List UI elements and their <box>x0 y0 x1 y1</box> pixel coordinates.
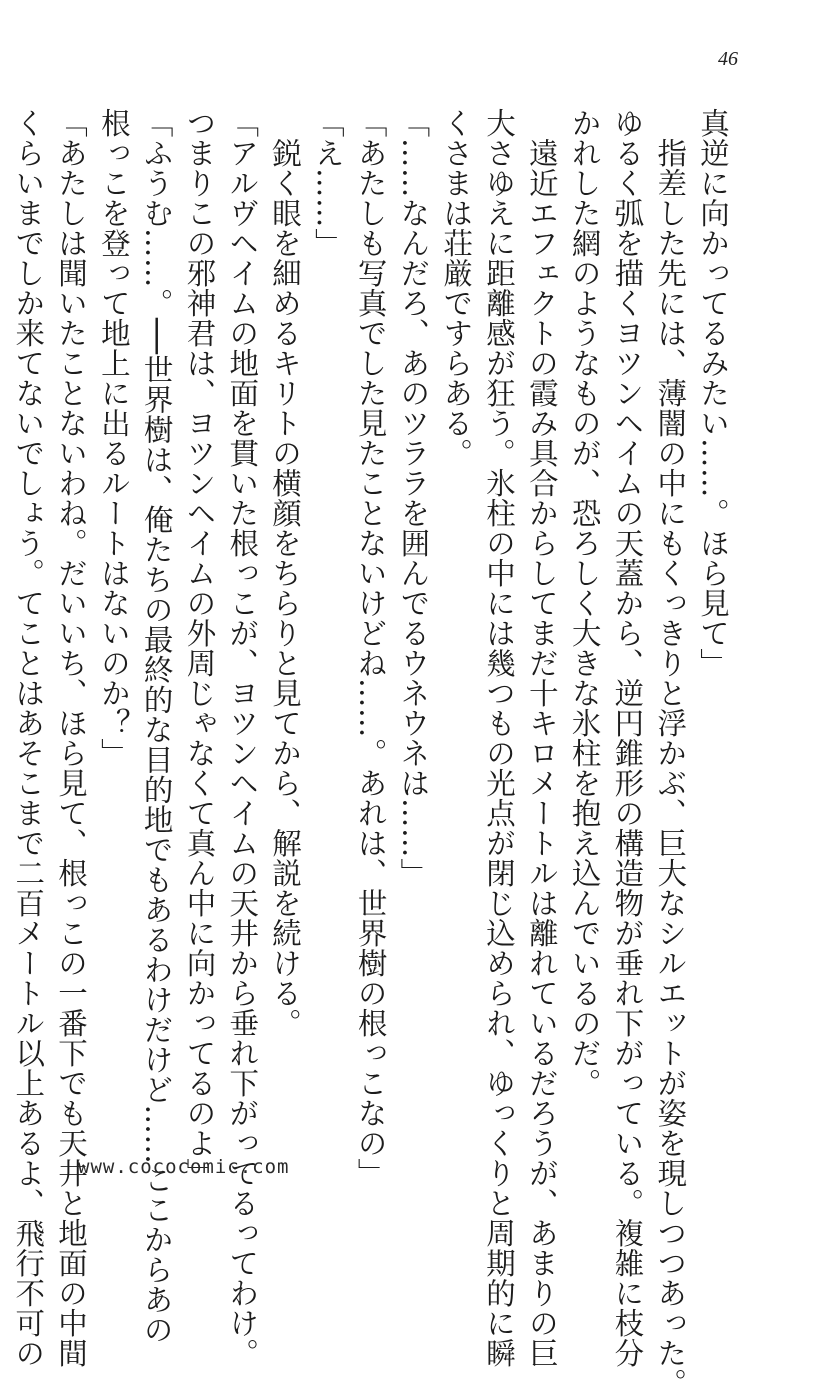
text-line: ゆるく弧を描くヨツンヘイムの天蓋から、逆円錐形の構造物が垂れ下がっている。複雑に枝分 <box>610 108 645 1368</box>
text-line: 鋭く眼を細めるキリトの横顔をちらりと見てから、解説を続ける。 <box>268 137 303 1038</box>
text-line: 指差した先には、薄闇の中にもくっきりと浮かぶ、巨大なシルエットが姿を現しつつあった。 <box>653 137 688 1398</box>
text-line: くらいまでしか来てないでしょう。てことはあそこまで二百メートル以上あるよ、飛行不可の <box>11 108 46 1368</box>
page-number: 46 <box>718 48 738 70</box>
text-line: くさまは荘厳ですらある。 <box>439 108 474 468</box>
text-line: 「え……」 <box>310 108 345 258</box>
text-line: 「……なんだろ、あのツララを囲んでるウネウネは……」 <box>396 108 431 888</box>
text-line: 「あたしも写真でした見たことないけどね……。あれは、世界樹の根っこなの」 <box>353 108 388 1188</box>
text-line: 「あたしは聞いたことないわね。だいいち、ほら見て、根っこの一番下でも天井と地面の中間 <box>54 108 89 1368</box>
text-line: つまりこの邪神君は、ヨツンヘイムの外周じゃなくて真ん中に向かってるのよ」 <box>182 108 217 1188</box>
text-line: 大さゆえに距離感が狂う。氷柱の中には幾つもの光点が閉じ込められ、ゆっくりと周期的に瞬 <box>482 108 517 1368</box>
watermark-link[interactable]: www.cococomic.com <box>78 1156 290 1178</box>
text-line: 真逆に向かってるみたい……。ほら見て」 <box>696 108 730 678</box>
text-line: かれした網のようなものが、恐ろしく大きな氷柱を抱え込んでいるのだ。 <box>567 108 602 1098</box>
text-line: 遠近エフェクトの霞み具合からしてまだ十キロメートルは離れているだろうが、あまりの巨 <box>524 137 559 1368</box>
text-line: 根っこを登って地上に出るルートはないのか？」 <box>96 108 131 768</box>
text-line: 「アルヴヘイムの地面を貫いた根っこが、ヨツンヘイムの天井から垂れ下がってるってわけ。 <box>225 108 260 1368</box>
text-line: 「ふうむ……。──世界樹は、俺たちの最終的な目的地でもあるわけだけど……ここからあの <box>139 108 174 1345</box>
